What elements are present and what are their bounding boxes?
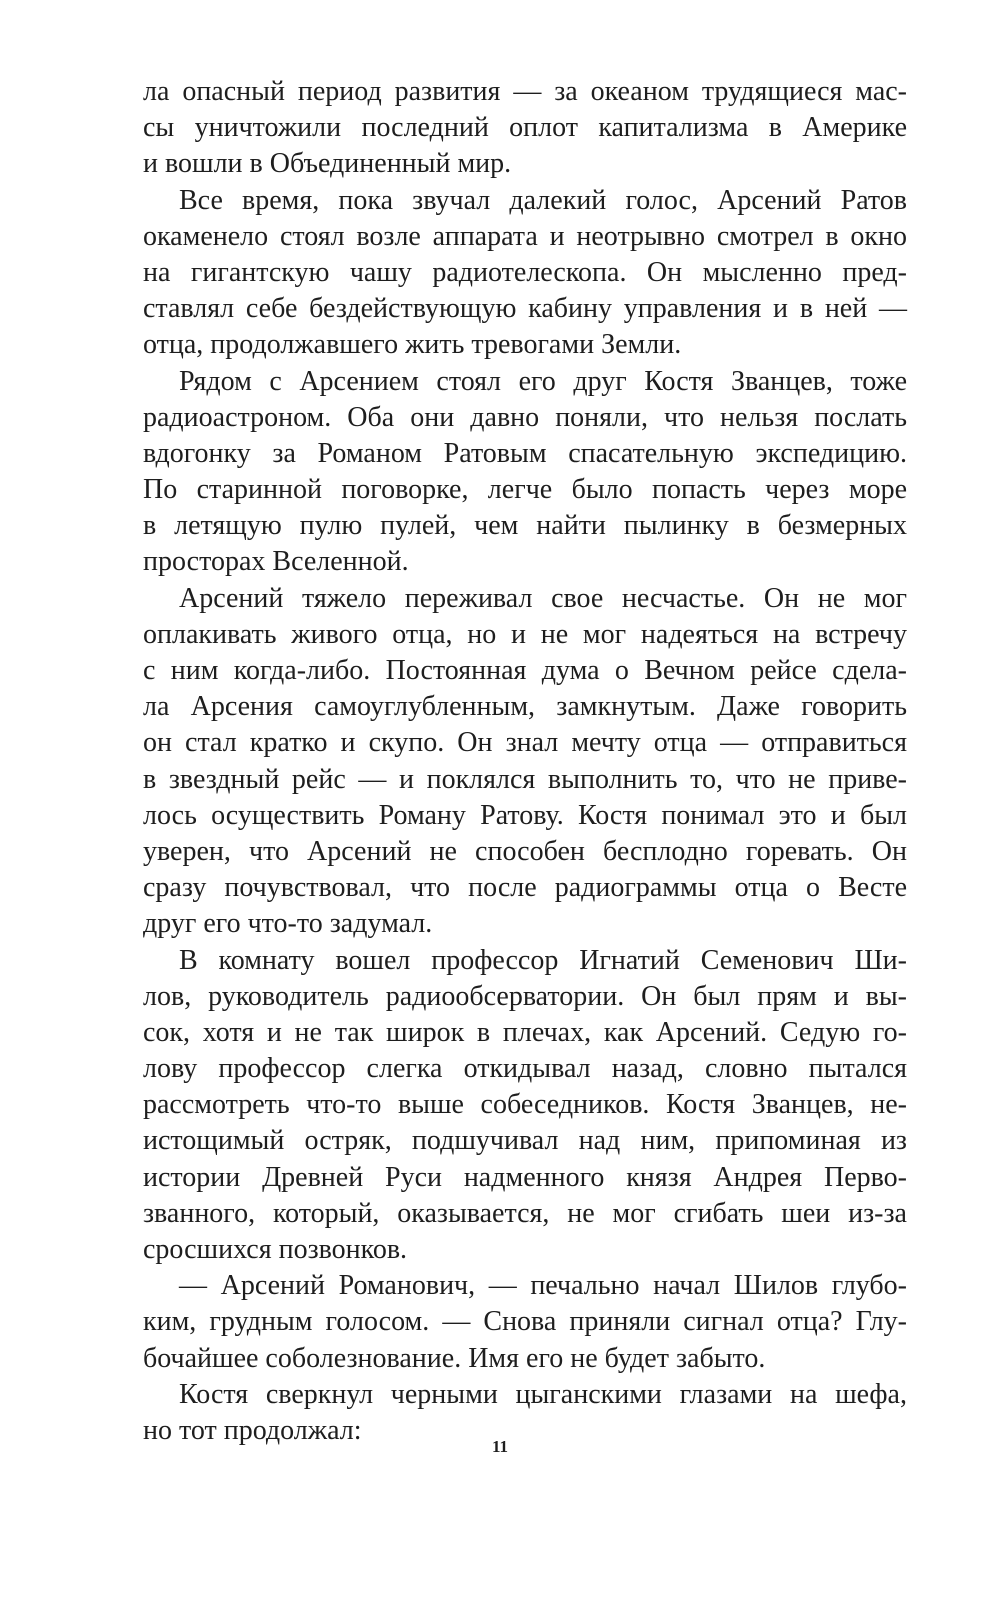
text-line: ла Арсения самоуглубленным, замкнутым. Даже говорить xyxy=(143,691,907,723)
text-line: рассмотреть что-то выше собеседников. Костя Званцев, не- xyxy=(143,1089,907,1121)
text-line: отца, продолжавшего жить тревогами Земли. xyxy=(143,329,682,361)
text-line: сразу почувствовал, что после радиограммы отца о Весте xyxy=(143,872,907,904)
text-line: с ним когда-либо. Постоянная дума о Вечном рейсе сдела- xyxy=(143,655,907,686)
text-line: друг его что-то задумал. xyxy=(143,908,433,940)
text-line: В комнату вошел профессор Игнатий Семенович Ши- xyxy=(179,944,907,976)
text-line: лов, руководитель радиообсерватории. Он был прям и вы- xyxy=(143,980,907,1012)
text-line: вдогонку за Романом Ратовым спасательную экспедицию. xyxy=(143,437,907,469)
text-line: в звездный рейс — и поклялся выполнить то, что не приве- xyxy=(143,763,907,795)
text-line: сок, хотя и не так широк в плечах, как Арсений. Седую го- xyxy=(143,1016,907,1048)
text-line: радиоастроном. Оба они давно поняли, что нельзя послать xyxy=(143,401,907,433)
text-line: истощимый остряк, подшучивал над ним, припоминая из xyxy=(143,1125,907,1157)
text-line: на гигантскую чашу радиотелескопа. Он мысленно пред- xyxy=(143,256,907,288)
paragraph xyxy=(143,74,907,183)
text-line: лову профессор слегка откидывал назад, словно пытался xyxy=(143,1053,907,1085)
text-line: сросшихся позвонков. xyxy=(143,1234,408,1265)
text-line: он стал кратко и скупо. Он знал мечту отца — отправиться xyxy=(143,727,907,759)
paragraph xyxy=(143,364,907,581)
text-line: истории Древней Руси надменного князя Андрея Перво- xyxy=(143,1161,907,1193)
text-line: и вошли в Объединенный мир. xyxy=(143,148,512,180)
text-line: Арсений тяжело переживал свое несчастье. Он не мог xyxy=(179,582,907,614)
text-line: — Арсений Романович, — печально начал Шилов глубо- xyxy=(179,1270,907,1302)
text-line: Костя сверкнул черными цыганскими глазами на шефа, xyxy=(179,1378,907,1410)
text-line: ла опасный период развития — за океаном трудящиеся мас- xyxy=(143,76,907,107)
paragraph xyxy=(143,1268,907,1377)
text-line: бочайшее соболезнование. Имя его не будет забыто. xyxy=(143,1342,766,1374)
text-line: сы уничтожили последний оплот капитализма в Америке xyxy=(143,112,907,144)
text-line: Все время, пока звучал далекий голос, Арсений Ратов xyxy=(179,184,907,216)
text-line: в летящую пулю пулей, чем найти пылинку в безмерных xyxy=(143,510,907,542)
text-line: званного, который, оказывается, не мог сгибать шеи из-за xyxy=(143,1197,907,1229)
text-line: ким, грудным голосом. — Снова приняли сигнал отца? Глу- xyxy=(143,1306,907,1338)
text-line: Рядом с Арсением стоял его друг Костя Званцев, тоже xyxy=(179,365,907,397)
page-number: 11 xyxy=(491,1437,509,1456)
text-line: уверен, что Арсений не способен бесплодно горевать. Он xyxy=(143,835,907,867)
text-line: лось осуществить Роману Ратову. Костя понимал это и был xyxy=(143,799,907,831)
paragraph xyxy=(143,943,907,1269)
paragraph xyxy=(143,581,907,943)
text-line: ставлял себе бездействующую кабину управления и в ней — xyxy=(143,293,907,325)
text-line: оплакивать живого отца, но и не мог надеяться на встречу xyxy=(143,618,907,650)
book-page-text xyxy=(143,74,907,1534)
text-line: просторах Вселенной. xyxy=(143,546,409,578)
paragraph xyxy=(143,183,907,364)
text-line: По старинной поговорке, легче было попасть через море xyxy=(143,474,907,506)
text-line: окаменело стоял возле аппарата и неотрывно смотрел в окно xyxy=(143,220,907,252)
text-line: но тот продолжал: xyxy=(143,1414,362,1446)
